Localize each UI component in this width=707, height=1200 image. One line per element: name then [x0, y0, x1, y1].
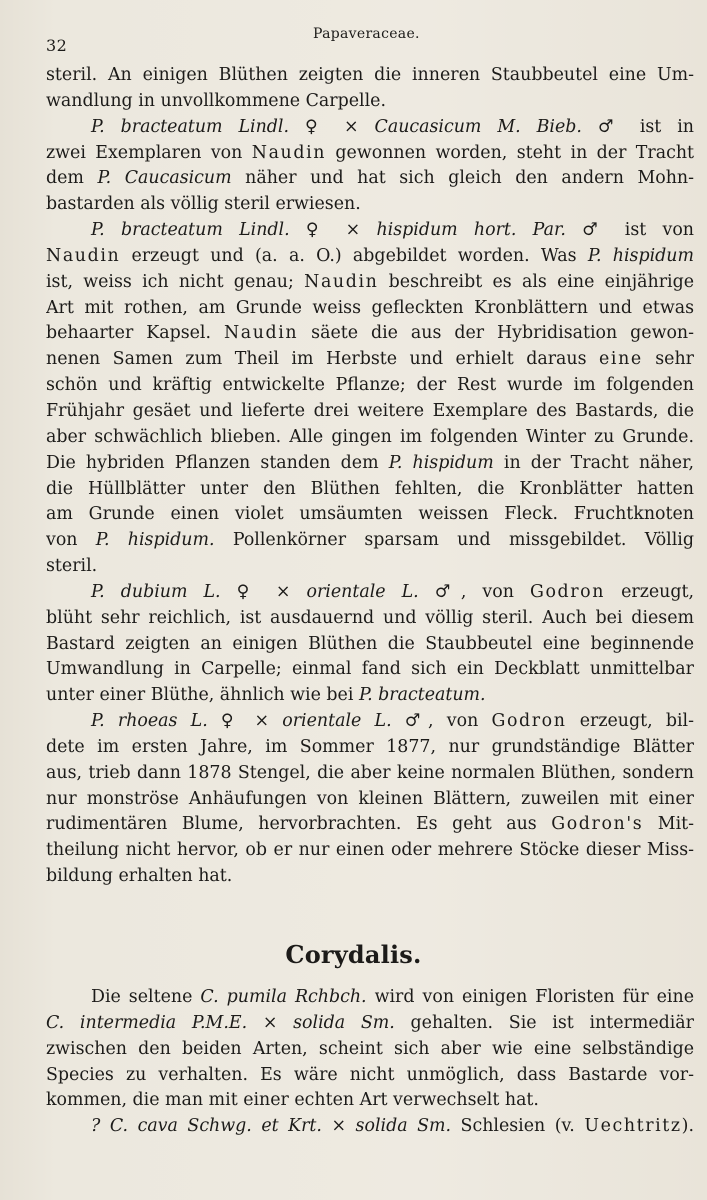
text-run: rudimentären Blume, hervorbrachten. Es geht aus — [46, 814, 552, 835]
text-line: steril. An einigen Blüthen zeigten die inneren Staubbeutel eine Um- — [46, 65, 694, 85]
hybrid-formula: P. rhoeas L. ♀ × orientale L. ♂ — [91, 711, 429, 732]
text-run: in der Tracht näher, — [493, 452, 694, 473]
text-run: ist in — [623, 116, 694, 137]
text-line — [46, 1114, 694, 1140]
text-run: behaarter Kapsel. — [46, 323, 224, 344]
text-line: Frühjahr gesäet und lieferte drei weitere Exemplare des Bastards, die — [46, 400, 694, 421]
text-line — [46, 451, 694, 477]
text-line — [46, 244, 694, 270]
text-line: Art mit rothen, am Grunde weiss gefleckten Kronblättern und etwas — [46, 297, 694, 318]
text-line: Bastard zeigten an einigen Blüthen die Staubbeutel eine beginnende — [46, 633, 694, 654]
author-name: Godron — [529, 581, 606, 602]
page-number: 32 — [46, 36, 68, 55]
emphasis-spaced: eine — [599, 349, 643, 370]
section-body — [46, 985, 694, 1140]
text-line: nur monströse Anhäufungen von kleinen Blättern, zuweilen mit einer — [46, 788, 694, 809]
text-run: erzeugt, bil- — [566, 711, 694, 732]
text-run: ist, weiss ich nicht genau; — [46, 271, 305, 292]
text-line: aus, trieb dann 1878 Stengel, die aber keine normalen Blüthen, sondern — [46, 762, 694, 783]
text-line: wandlung in unvollkommene Carpelle. — [46, 90, 386, 111]
species-name: P. hispidum — [587, 245, 694, 266]
text-line: kommen, die man mit einer echten Art verwechselt hat. — [46, 1090, 539, 1111]
text-run: ). — [681, 1116, 694, 1137]
running-head: Papaveraceae. — [313, 26, 420, 42]
hybrid-formula: P. bracteatum Lindl. ♀ × hispidum hort. Par. ♂ — [91, 220, 609, 241]
text-line: schön und kräftig entwickelte Pflanze; der Rest wurde im folgenden — [46, 375, 694, 396]
hybrid-formula: P. bracteatum Lindl. ♀ × Caucasicum M. Bieb. ♂ — [91, 116, 624, 137]
text-line — [46, 683, 694, 709]
text-run: , von — [428, 711, 492, 732]
text-run: wird von einigen Floristen für eine — [366, 987, 694, 1007]
text-run: unter einer Blüthe, ähnlich wie bei — [46, 685, 359, 706]
text-run: säete die aus der Hybridisation gewon- — [298, 323, 694, 344]
hybrid-formula: P. dubium L. ♀ × orientale L. ♂ — [91, 581, 461, 602]
body-text — [46, 63, 694, 890]
text-line: aber schwächlich blieben. Alle gingen im folgenden Winter zu Grunde. — [46, 426, 694, 447]
text-line — [46, 709, 694, 735]
text-run: gehalten. Sie ist intermediär — [394, 1012, 694, 1033]
hybrid-formula: ? C. cava Schwg. et Krt. × solida Sm. — [91, 1116, 452, 1137]
text-line: steril. — [46, 556, 98, 577]
text-line: Species zu verhalten. Es wäre nicht unmöglich, dass Bastarde vor- — [46, 1064, 694, 1085]
text-line — [46, 218, 694, 244]
text-line — [46, 580, 694, 606]
text-run: erzeugt, — [605, 581, 694, 602]
text-line — [46, 812, 694, 838]
text-line — [46, 141, 694, 167]
text-run: von — [46, 530, 96, 551]
section-heading: Corydalis. — [285, 940, 422, 969]
species-name: P. hispidum. — [95, 530, 215, 551]
author-name: Godron's — [551, 814, 644, 835]
text-line: dete im ersten Jahre, im Sommer 1877, nur grundständige Blätter — [46, 736, 694, 757]
text-run: Pollenkörner sparsam und missgebildet. Völlig — [214, 530, 694, 551]
text-run: zwei Exemplaren von — [46, 142, 252, 163]
text-run: sehr — [642, 349, 694, 370]
text-line: bildung erhalten hat. — [46, 866, 233, 887]
species-name: P. Caucasicum — [97, 168, 232, 189]
text-run: Die hybriden Pflanzen standen dem — [46, 452, 389, 473]
author-name: Godron — [491, 711, 567, 732]
author-name: Naudin — [251, 142, 327, 163]
text-line — [46, 166, 694, 192]
species-name: C. pumila Rchbch. — [200, 987, 367, 1007]
text-line — [46, 985, 694, 1011]
text-line — [46, 115, 694, 141]
author-name: Naudin — [304, 271, 379, 292]
author-name: Naudin — [223, 323, 299, 344]
text-line: theilung nicht hervor, ob er nur einen oder mehrere Stöcke dieser Miss- — [46, 840, 694, 861]
species-name: P. bracteatum. — [358, 685, 486, 706]
text-line — [46, 528, 694, 554]
text-run: dem — [46, 168, 98, 189]
text-run: Mit- — [643, 814, 694, 835]
author-name: Naudin — [46, 245, 121, 266]
text-line — [46, 1011, 694, 1037]
text-line: am Grunde einen violet umsäumten weissen Fleck. Fruchtknoten — [46, 504, 694, 525]
species-name: P. hispidum — [388, 452, 494, 473]
text-run: , von — [460, 581, 530, 602]
text-line — [46, 321, 694, 347]
text-line — [46, 270, 694, 296]
text-run: ist von — [608, 220, 694, 241]
text-run: erzeugt und (a. a. O.) abgebildet worden. Was — [120, 245, 588, 266]
author-name: Uechtritz — [584, 1116, 682, 1137]
text-line — [46, 347, 694, 373]
text-run: beschreibt es als eine einjährige — [378, 271, 694, 292]
text-run: Die seltene — [91, 987, 201, 1007]
hybrid-formula: C. intermedia P.M.E. × solida Sm. — [46, 1012, 395, 1033]
text-run: nenen Samen zum Theil im Herbste und erhielt daraus — [46, 349, 600, 370]
text-run: gewonnen worden, steht in der Tracht — [326, 142, 694, 163]
text-line: zwischen den beiden Arten, scheint sich aber wie eine selbständige — [46, 1038, 694, 1059]
text-line: bastarden als völlig steril erwiesen. — [46, 194, 361, 215]
text-line: blüht sehr reichlich, ist ausdauernd und völlig steril. Auch bei diesem — [46, 607, 694, 628]
text-run: Schlesien (v. — [451, 1116, 585, 1137]
text-line: die Hüllblätter unter den Blüthen fehlten, die Kronblätter hatten — [46, 478, 694, 499]
text-line: Umwandlung in Carpelle; einmal fand sich ein Deckblatt unmittelbar — [46, 659, 694, 680]
text-run: näher und hat sich gleich den andern Mohn- — [231, 168, 694, 189]
